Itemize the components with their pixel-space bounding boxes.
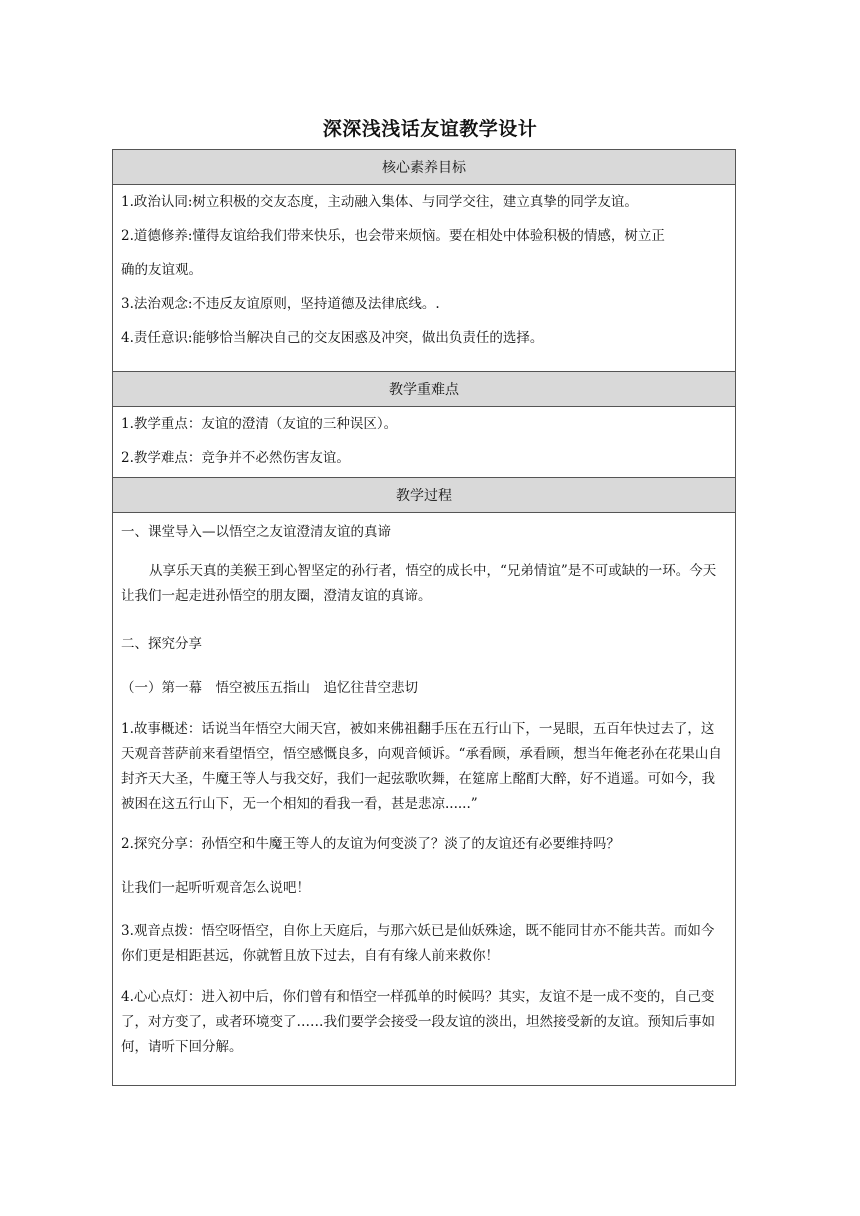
goals-header-row	[113, 150, 736, 185]
goal-item: 3.法治观念:不违反友谊原则，坚持道德及法律底线。.	[121, 296, 440, 312]
goal-item: 1.政治认同:树立积极的交友态度，主动融入集体、与同学交往，建立真挚的同学友谊。	[121, 194, 638, 210]
goal-item: 2.道德修养:懂得友谊给我们带来快乐，也会带来烦恼。要在相处中体验积极的情感，树立正	[121, 228, 665, 244]
process-header: 教学过程	[113, 478, 736, 513]
keypoints-header-row	[113, 372, 736, 407]
lesson-plan-table	[112, 149, 736, 1086]
heart-paragraph: 4.心心点灯：进入初中后，你们曾有和悟空一样孤单的时候吗？其实，友谊不是一成不变的，自己变了，对方变了，或者环境变了……我们要学会接受一段友谊的淡出，坦然接受新的友谊。预知后事如何，请听下回分解。	[121, 989, 715, 1055]
intro-paragraph: 从享乐天真的美猴王到心智坚定的孙行者，悟空的成长中，“兄弟情谊”是不可或缺的一环。今天让我们一起走进孙悟空的朋友圈，澄清友谊的真谛。	[121, 563, 717, 604]
goals-row	[113, 185, 736, 372]
document-title: 深深浅浅话友谊教学设计	[322, 118, 538, 140]
process-header-row	[113, 478, 736, 513]
guanyin-paragraph: 3.观音点拨：悟空呀悟空，自你上天庭后，与那六妖已是仙妖殊途，既不能同甘亦不能共苦。而如今你们更是相距甚远，你就暂且放下过去，自有有缘人前来救你！	[121, 923, 715, 964]
act-heading: （一）第一幕 悟空被压五指山 追忆往昔空悲切	[121, 680, 418, 696]
goal-item: 确的友谊观。	[121, 262, 202, 278]
keypoint-item: 2.教学难点：竞争并不必然伤害友谊。	[121, 450, 350, 466]
keypoints-cell	[113, 407, 736, 478]
process-cell	[113, 513, 736, 1086]
goals-cell	[113, 185, 736, 372]
goals-header: 核心素养目标	[113, 150, 736, 185]
keypoints-header: 教学重难点	[113, 372, 736, 407]
process-row	[113, 513, 736, 1086]
goal-item: 4.责任意识:能够恰当解决自己的交友困惑及冲突，做出负责任的选择。	[121, 330, 544, 346]
listen-paragraph: 让我们一起听听观音怎么说吧！	[121, 880, 310, 896]
keypoints-row	[113, 407, 736, 478]
question-paragraph: 2.探究分享：孙悟空和牛魔王等人的友谊为何变淡了？淡了的友谊还有必要维持吗？	[121, 836, 620, 852]
explore-heading: 二、探究分享	[121, 636, 202, 652]
intro-heading: 一、课堂导入—以悟空之友谊澄清友谊的真谛	[121, 524, 391, 540]
story-paragraph: 1.故事概述：话说当年悟空大闹天宫，被如来佛祖翻手压在五行山下，一晃眼，五百年快过去了，这天观音菩萨前来看望悟空，悟空感慨良多，向观音倾诉。“承看顾，承看顾，想当年俺老孙在花果山自封齐天大圣，牛魔王等人与我交好，我们一起弦歌吹舞，在筵席上酩酊大醉，好不逍遥。可如今，我被困在这五行山下，无一个相知的看我一看，甚是悲凉......”	[121, 721, 722, 812]
keypoint-item: 1.教学重点：友谊的澄清（友谊的三种误区）。	[121, 416, 398, 432]
